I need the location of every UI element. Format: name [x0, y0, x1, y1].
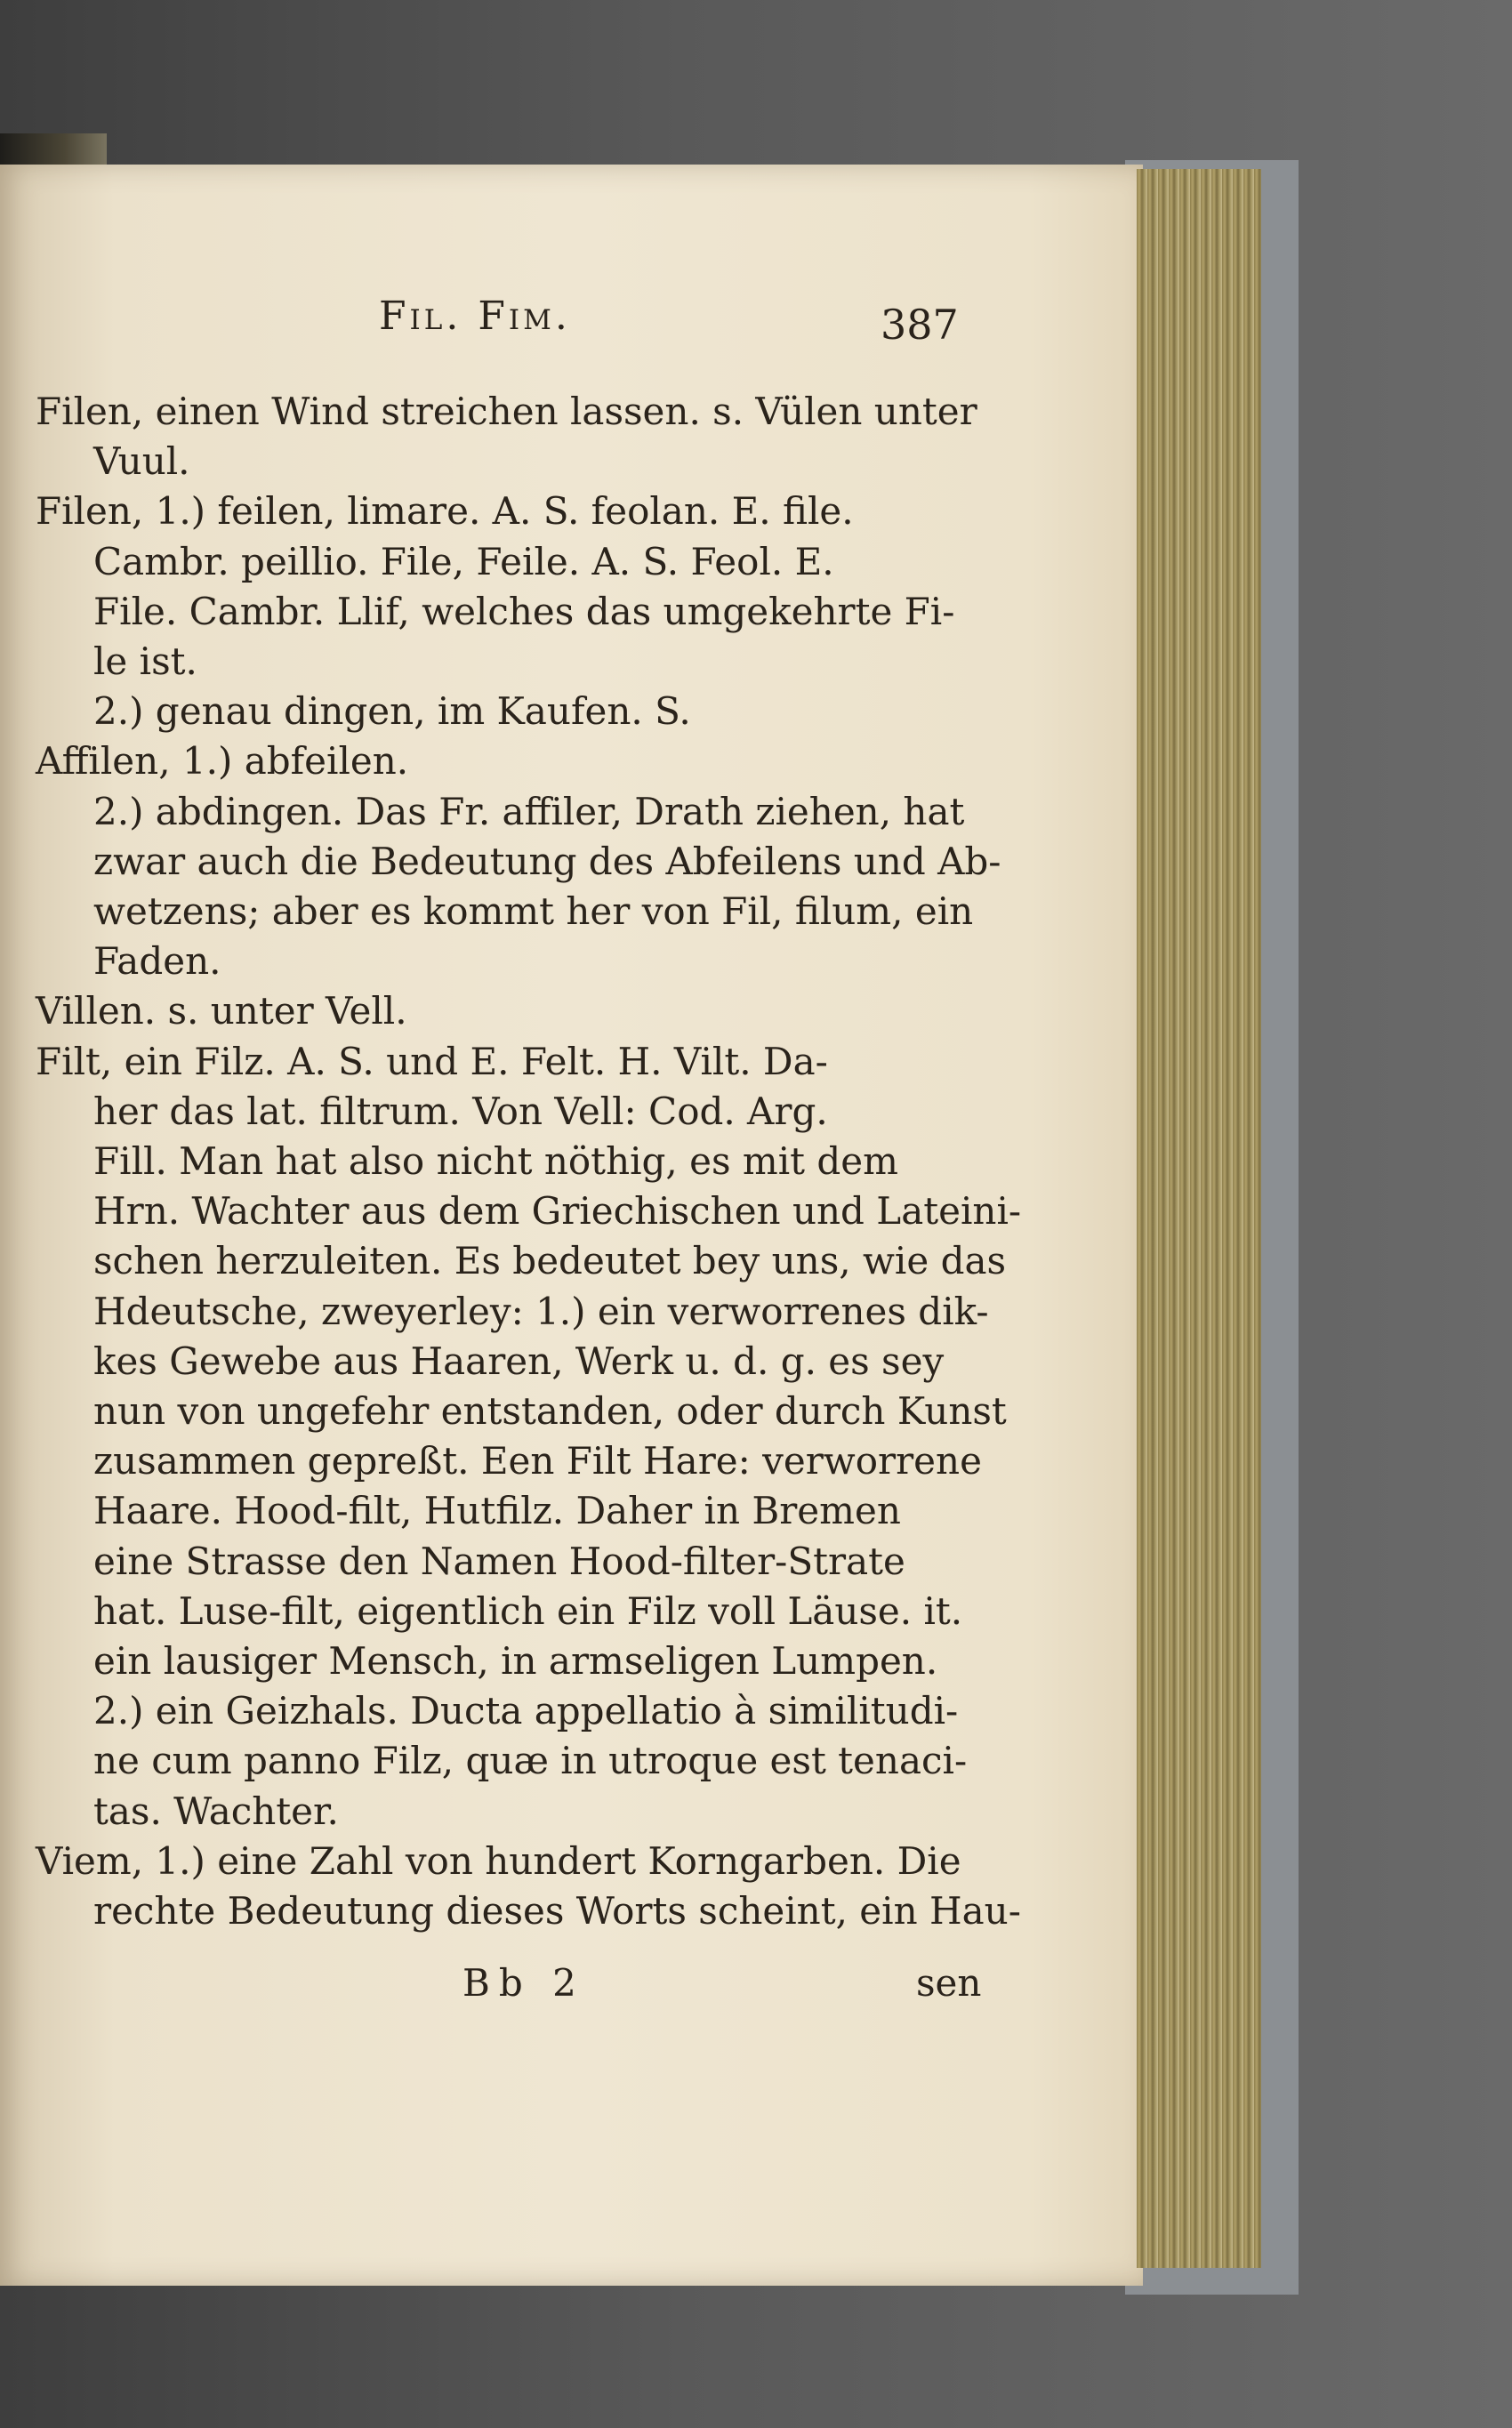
- page-edges: [1137, 169, 1261, 2268]
- text-line: zusammen gepreßt. Een Filt Hare: verworrene: [93, 1439, 982, 1483]
- signature-mark: Bb 2: [462, 1961, 585, 2005]
- catchword: sen: [916, 1961, 982, 2005]
- text-line: Hrn. Wachter aus dem Griechischen und Lateini-: [93, 1189, 1022, 1234]
- text-line: kes Gewebe aus Haaren, Werk u. d. g. es sey: [93, 1339, 945, 1383]
- text-line: Filen, 1.) feilen, limare. A. S. feolan. E. file.: [36, 489, 854, 534]
- text-line: Affilen, 1.) abfeilen.: [36, 739, 409, 784]
- text-line: eine Strasse den Namen Hood-filter-Strate: [93, 1539, 905, 1583]
- text-line: 2.) genau dingen, im Kaufen. S.: [93, 689, 691, 734]
- text-line: schen herzuleiten. Es bedeutet bey uns, wie das: [93, 1239, 1007, 1283]
- text-line: zwar auch die Bedeutung des Abfeilens und Ab-: [93, 839, 1001, 883]
- text-line: her das lat. filtrum. Von Vell: Cod. Arg.: [93, 1089, 828, 1133]
- text-line: le ist.: [93, 639, 197, 683]
- text-line: nun von ungefehr entstanden, oder durch Kunst: [93, 1389, 1007, 1433]
- text-line: Haare. Hood-filt, Hutfilz. Daher in Bremen: [93, 1489, 901, 1533]
- text-line: Viem, 1.) eine Zahl von hundert Korngarben. Die: [36, 1838, 961, 1883]
- text-line: Fill. Man hat also nicht nöthig, es mit dem: [93, 1139, 898, 1183]
- text-line: wetzens; aber es kommt her von Fil, filum, ein: [93, 889, 974, 933]
- text-line: 2.) ein Geizhals. Ducta appellatio à similitudi-: [93, 1689, 959, 1733]
- text-line: hat. Luse-filt, eigentlich ein Filz voll Läuse. it.: [93, 1588, 963, 1633]
- running-head: Fil. Fim.: [379, 293, 571, 339]
- text-line: tas. Wachter.: [93, 1789, 339, 1833]
- text-line: File. Cambr. Llif, welches das umgekehrte Fi-: [93, 589, 955, 633]
- text-line: Hdeutsche, zweyerley: 1.) ein verworrenes dik-: [93, 1289, 989, 1333]
- page-number: 387: [881, 301, 959, 349]
- text-line: rechte Bedeutung dieses Worts scheint, ein Hau-: [93, 1889, 1021, 1933]
- text-line: Filt, ein Filz. A. S. und E. Felt. H. Vilt. Da-: [36, 1039, 828, 1083]
- text-line: Cambr. peillio. File, Feile. A. S. Feol. E.: [93, 539, 834, 583]
- text-line: ein lausiger Mensch, in armseligen Lumpen.: [93, 1639, 938, 1683]
- page-header: [36, 293, 969, 347]
- text-line: 2.) abdingen. Das Fr. affiler, Drath ziehen, hat: [93, 789, 965, 833]
- text-line: Villen. s. unter Vell.: [36, 989, 407, 1033]
- text-line: Faden.: [93, 939, 221, 984]
- text-line: Filen, einen Wind streichen lassen. s. Vülen unter: [36, 390, 977, 433]
- text-line: ne cum panno Filz, quæ in utroque est tenaci-: [93, 1739, 968, 1783]
- text-line: Vuul.: [93, 439, 190, 484]
